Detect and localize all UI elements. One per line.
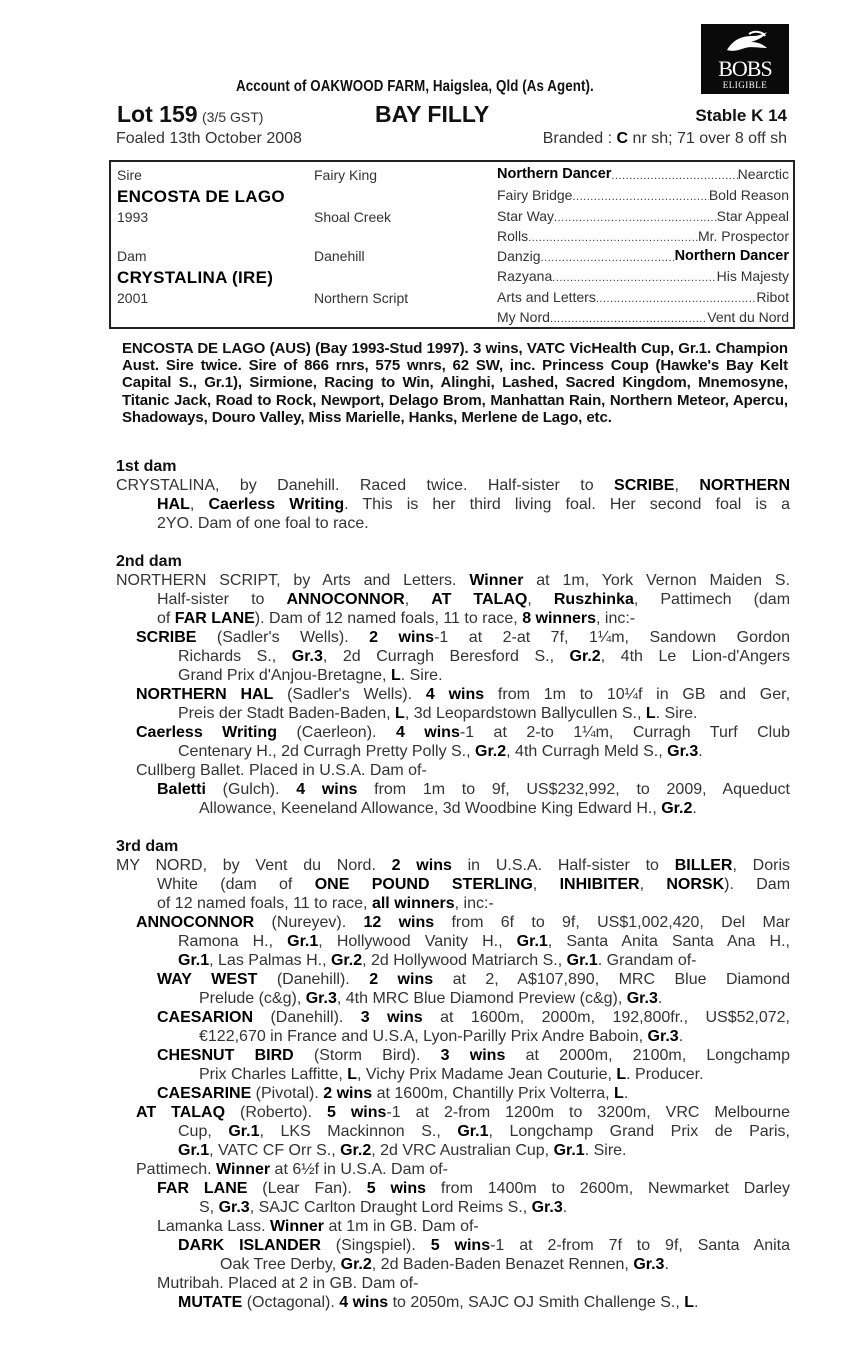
catalogue-line: Lamanka Lass. Winner at 1m in GB. Dam of- — [157, 1218, 479, 1235]
logo-title: BOBS — [718, 56, 772, 81]
dam-name: CRYSTALINA (IRE) — [117, 268, 274, 287]
catalogue-line: Grand Prix d'Anjou-Bretagne, L. Sire. — [178, 667, 443, 684]
pedigree-row: Northern Dancer ..... Nearctic — [497, 166, 789, 182]
catalogue-line: DARK ISLANDER (Singspiel). 5 wins-1 at 2-from 7f to 9f, Santa Anita — [178, 1237, 790, 1254]
pedigree-row: Star Way ..... Star Appeal — [497, 208, 789, 224]
catalogue-line: Cup, Gr.1, LKS Mackinnon S., Gr.1, Longchamp Grand Prix de Paris, — [178, 1123, 790, 1140]
brand-mark: C — [616, 130, 629, 147]
catalogue-line: Allowance, Keeneland Allowance, 3d Woodbine King Edward H., Gr.2. — [199, 800, 697, 817]
catalogue-line: FAR LANE (Lear Fan). 5 wins from 1400m to 2600m, Newmarket Darley — [157, 1180, 790, 1197]
catalogue-line: Oak Tree Derby, Gr.2, 2d Baden-Baden Benazet Rennen, Gr.3. — [220, 1256, 669, 1273]
catalogue-line: Cullberg Ballet. Placed in U.S.A. Dam of- — [136, 762, 427, 779]
catalogue-line: S, Gr.3, SAJC Carlton Draught Lord Reims S., Gr.3. — [199, 1199, 568, 1216]
pedigree-row: Danzig ..... Northern Dancer — [497, 248, 789, 264]
dam-label: Dam — [117, 248, 147, 264]
pedigree-row: My Nord ..... Vent du Nord — [497, 309, 789, 325]
catalogue-line: Pattimech. Winner at 6½f in U.S.A. Dam of- — [136, 1161, 448, 1178]
gst-note: (3/5 GST) — [201, 109, 264, 125]
catalogue-line: Richards S., Gr.3, 2d Curragh Beresford S., Gr.2, 4th Le Lion-d'Angers — [178, 648, 790, 665]
pedigree-table — [109, 160, 795, 329]
catalogue-line: Half-sister to ANNOCONNOR, AT TALAQ, Ruszhinka, Pattimech (dam — [157, 591, 790, 608]
pedigree-row: Rolls ..... Mr. Prospector — [497, 228, 789, 244]
catalogue-line: SCRIBE (Sadler's Wells). 2 wins-1 at 2-at 7f, 1¼m, Sandown Gordon — [136, 629, 790, 646]
horse-head-icon — [723, 30, 769, 56]
granddam-sire: Shoal Creek — [314, 209, 392, 225]
catalogue-line: Gr.1, VATC CF Orr S., Gr.2, 2d VRC Australian Cup, Gr.1. Sire. — [178, 1142, 627, 1159]
pedigree-row: Razyana ..... His Majesty — [497, 268, 789, 284]
grandsire-dam: Danehill — [314, 248, 365, 264]
catalogue-line: White (dam of ONE POUND STERLING, INHIBITER, NORSK). Dam — [157, 876, 790, 893]
catalogue-line: ANNOCONNOR (Nureyev). 12 wins from 6f to 9f, US$1,002,420, Del Mar — [136, 914, 790, 931]
catalogue-line: Caerless Writing (Caerleon). 4 wins-1 at 2-to 1¼m, Curragh Turf Club — [136, 724, 790, 741]
dam-year: 2001 — [117, 290, 149, 306]
catalogue-line: Preis der Stadt Baden-Baden, L, 3d Leopardstown Ballycullen S., L. Sire. — [178, 705, 698, 722]
catalogue-line: CRYSTALINA, by Danehill. Raced twice. Half-sister to SCRIBE, NORTHERN — [116, 477, 790, 494]
catalogue-line: CAESARION (Danehill). 3 wins at 1600m, 2000m, 192,800fr., US$52,072, — [157, 1009, 790, 1026]
sire-biography: ENCOSTA DE LAGO (AUS) (Bay 1993-Stud 1997). 3 wins, VATC VicHealth Cup, Gr.1. Champion Aust. Sire twice. Sire of 866 rnrs, 575 wnrs, 62 SW, inc. Princess Coup (Hawke's Bay Kelt Capital S., Gr.1), Sirmione, Racing to Win, Alinghi, Lashed, Sacred Kingdom, Mnemosyne, Titanic Jack, Road to Rock, Newport, Delago Brom, Manhattan Rain, Northern Meteor, Apercu, Shadoways, Douro Valley, Miss Marielle, Hanks, Merlene de Lago, etc. — [122, 340, 788, 426]
sire-label: Sire — [117, 167, 142, 183]
catalogue-line: CAESARINE (Pivotal). 2 wins at 1600m, Chantilly Prix Volterra, L. — [157, 1085, 629, 1102]
catalogue-line: €122,670 in France and U.S.A, Lyon-Parilly Prix Andre Baboin, Gr.3. — [199, 1028, 684, 1045]
grandsire-sire: Fairy King — [314, 167, 378, 183]
catalogue-line: of FAR LANE). Dam of 12 named foals, 11 to race, 8 winners, inc:- — [157, 610, 636, 627]
catalogue-line: HAL, Caerless Writing. This is her third living foal. Her second foal is a — [157, 496, 790, 513]
horse-description: BAY FILLY — [375, 101, 490, 127]
section-heading-1st-dam: 1st dam — [116, 458, 177, 475]
stable-location: Stable K 14 — [695, 106, 787, 125]
catalogue-line: 2YO. Dam of one foal to race. — [157, 515, 369, 532]
sire-year: 1993 — [117, 209, 149, 225]
catalogue-line: Prix Charles Laffitte, L, Vichy Prix Madame Jean Couturie, L. Producer. — [199, 1066, 704, 1083]
sire-name: ENCOSTA DE LAGO — [117, 187, 285, 206]
lot-number — [117, 101, 263, 128]
catalogue-line: Mutribah. Placed at 2 in GB. Dam of- — [157, 1275, 419, 1292]
catalogue-line: AT TALAQ (Roberto). 5 wins-1 at 2-from 1200m to 3200m, VRC Melbourne — [136, 1104, 790, 1121]
brand-info: Branded : C nr sh; 71 over 8 off sh — [542, 130, 787, 147]
catalogue-line: Baletti (Gulch). 4 wins from 1m to 9f, US$232,992, to 2009, Aqueduct — [157, 781, 790, 798]
pedigree-row: Arts and Letters ..... Ribot — [497, 289, 789, 305]
catalogue-line: Prelude (c&g), Gr.3, 4th MRC Blue Diamond Preview (c&g), Gr.3. — [199, 990, 663, 1007]
catalogue-line: MY NORD, by Vent du Nord. 2 wins in U.S.A. Half-sister to BILLER, Doris — [116, 857, 790, 874]
catalogue-line: Gr.1, Las Palmas H., Gr.2, 2d Hollywood Matriarch S., Gr.1. Grandam of- — [178, 952, 697, 969]
catalogue-line: CHESNUT BIRD (Storm Bird). 3 wins at 2000m, 2100m, Longchamp — [157, 1047, 790, 1064]
catalogue-line: NORTHERN SCRIPT, by Arts and Letters. Winner at 1m, York Vernon Maiden S. — [116, 572, 790, 589]
foaled-date: Foaled 13th October 2008 — [116, 130, 302, 147]
section-heading-2nd-dam: 2nd dam — [116, 553, 182, 570]
catalogue-line: Centenary H., 2d Curragh Pretty Polly S., Gr.2, 4th Curragh Meld S., Gr.3. — [178, 743, 703, 760]
granddam-dam: Northern Script — [314, 290, 409, 306]
section-heading-3rd-dam: 3rd dam — [116, 838, 179, 855]
catalogue-line: Ramona H., Gr.1, Hollywood Vanity H., Gr.1, Santa Anita Santa Ana H., — [178, 933, 790, 950]
catalogue-line: of 12 named foals, 11 to race, all winners, inc:- — [157, 895, 494, 912]
logo-subtitle: ELIGIBLE — [722, 80, 768, 90]
pedigree-row: Fairy Bridge ..... Bold Reason — [497, 187, 789, 203]
vendor-account: Account of OAKWOOD FARM, Haigslea, Qld (As Agent). — [236, 78, 594, 95]
catalogue-line: MUTATE (Octagonal). 4 wins to 2050m, SAJC OJ Smith Challenge S., L. — [178, 1294, 699, 1311]
lot-label: Lot 159 — [117, 101, 198, 127]
catalogue-line: NORTHERN HAL (Sadler's Wells). 4 wins from 1m to 10¼f in GB and Ger, — [136, 686, 790, 703]
catalogue-line: WAY WEST (Danehill). 2 wins at 2, A$107,890, MRC Blue Diamond — [157, 971, 790, 988]
bobs-eligible-logo — [701, 24, 789, 94]
